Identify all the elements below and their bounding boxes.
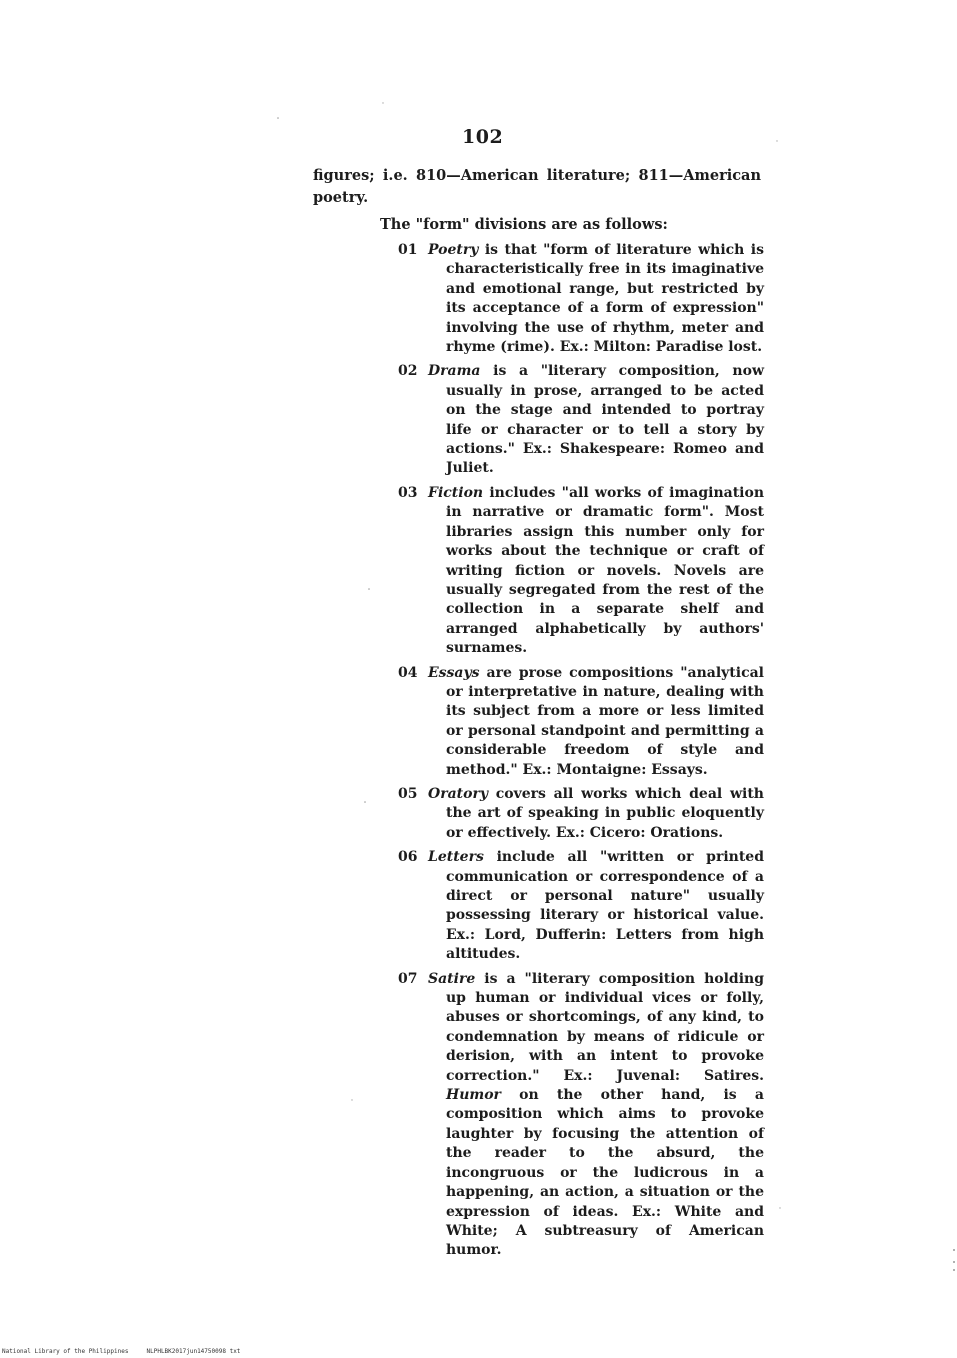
form-divisions-list bbox=[398, 241, 764, 1266]
entry-text: is a "literary composition holding up human or individual vices or folly, abuses or shortcomings, of any kind, to condemnation by means of ridicule or derision, with an intent to provoke correction." Ex.: Juvenal: Satires. bbox=[446, 970, 764, 1084]
entry-term: Essays bbox=[428, 664, 480, 681]
entry-body bbox=[428, 970, 764, 1261]
entry-term: Fiction bbox=[428, 484, 484, 501]
list-item bbox=[398, 362, 764, 478]
entry-text: includes "all works of imagination in narrative or dramatic form". Most libraries assign this number only for works about the technique or craft of writing fiction or novels. Novels are usually segregated from the rest of the collection in a separate shelf and arranged alphabetically by authors' surnames. bbox=[446, 484, 764, 657]
entry-text: are prose compositions "analytical or interpretative in nature, dealing with its subject from a more or less limited or personal standpoint and permitting a considerable freedom of style and method." Ex.: Montaigne: Essays. bbox=[446, 664, 764, 778]
entry-number: 06 bbox=[398, 849, 418, 866]
entry-body bbox=[428, 848, 764, 964]
entry-body bbox=[428, 484, 764, 659]
list-item bbox=[398, 848, 764, 964]
form-divisions-lead: The "form" divisions are as follows: bbox=[380, 216, 668, 233]
entry-term: Drama bbox=[428, 363, 481, 380]
list-item bbox=[398, 241, 764, 357]
entry-number: 01 bbox=[398, 242, 418, 258]
entry-body bbox=[428, 785, 764, 843]
list-item bbox=[398, 970, 764, 1261]
entry-number: 03 bbox=[398, 484, 418, 501]
entry-body bbox=[428, 362, 764, 478]
scan-footer: National Library of the Philippines NLPHLBK2017jun14750098 txt bbox=[2, 1348, 241, 1355]
entry-text: include all "written or printed communication or correspondence of a direct or personal nature" usually possessing literary or historical value. Ex.: Lord, Dufferin: Letters from high altitudes. bbox=[446, 849, 764, 963]
page-number: 102 bbox=[462, 126, 504, 148]
entry-term-humor: Humor bbox=[446, 1087, 501, 1104]
entry-text: is that "form of literature which is characteristically free in its imaginative and emotional range, but restricted by its acceptance of a form of expression" involving the use of rhythm, meter and rhyme (rime). Ex.: Milton: Paradise lost. bbox=[446, 242, 764, 356]
entry-term: Satire bbox=[428, 970, 476, 987]
entry-text: covers all works which deal with the art of speaking in public eloquently or effectively. Ex.: Cicero: Orations. bbox=[446, 785, 764, 841]
entry-text: is a "literary composition, now usually in prose, arranged to be acted on the stage and intended to portray life or character or to tell a story by actions." Ex.: Shakespeare: Romeo and Juliet. bbox=[446, 363, 764, 477]
entry-term: Poetry bbox=[428, 242, 479, 258]
entry-body bbox=[428, 241, 764, 357]
entry-term: Oratory bbox=[428, 785, 488, 802]
entry-number: 07 bbox=[398, 970, 418, 987]
list-item bbox=[398, 664, 764, 780]
entry-text-humor: on the other hand, is a composition which aims to provoke laughter by focusing the attention of the reader to the absurd, the incongruous or the ludicrous in a happening, an action, a situation or the expression of ideas. Ex.: White and White; A subtreasury of American humor. bbox=[446, 1087, 764, 1259]
list-item bbox=[398, 484, 764, 659]
entry-body bbox=[428, 664, 764, 780]
list-item bbox=[398, 785, 764, 843]
entry-number: 02 bbox=[398, 363, 418, 380]
entry-term: Letters bbox=[428, 849, 484, 866]
intro-paragraph: figures; i.e. 810—American literature; 811—American poetry. bbox=[313, 167, 761, 206]
entry-number: 04 bbox=[398, 664, 418, 681]
entry-number: 05 bbox=[398, 785, 418, 802]
